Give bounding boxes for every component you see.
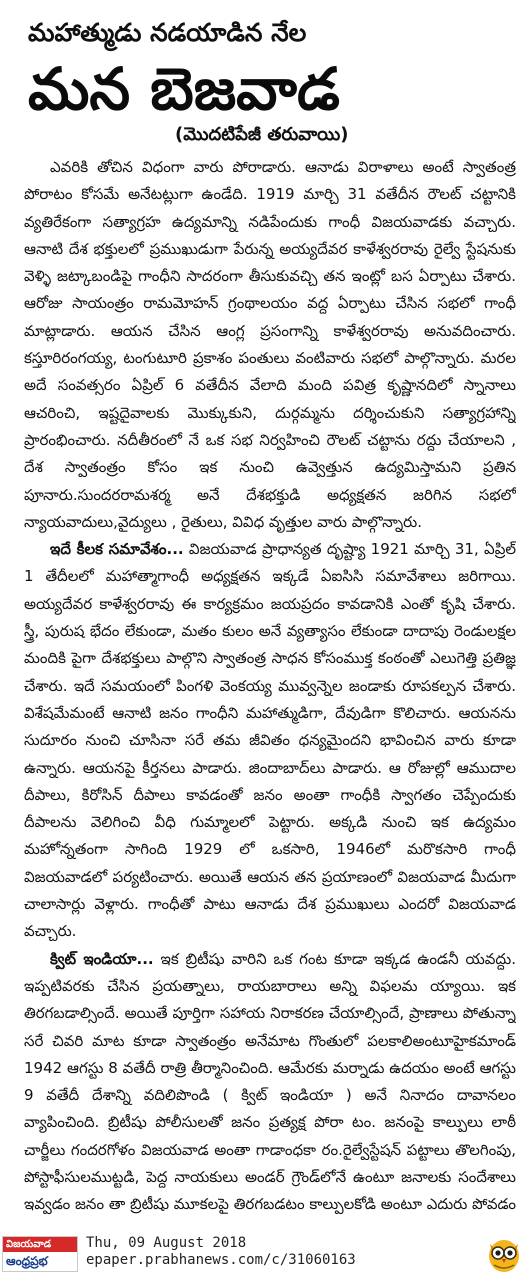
continuation-note: (మొదటిపేజీ తరువాయి)	[175, 124, 349, 145]
owl-icon[interactable]	[484, 1234, 524, 1274]
paragraph-text: విజయవాడ ప్రాధాన్యత దృష్ట్యా 1921 మార్చి 31, ఏప్రిల్ 1 తేదీలలో మహాత్మాగాంధీ అధ్యక్షతన ఇక్కడే ఏఐసిసి సమావేశాలు జరిగాయి. అయ్యదేవర కాళేశ్వరరావు ఈ కార్యక్రమం జయప్రదం కావడానికి ఎంతో కృషి చేశారు. స్త్రీ, పురుష భేదం లేకుండా, మతం కులం అనే వ్యత్యాసం లేకుండా దాదాపు రెండులక్షల మందికి పైగా దేశభక్తులు పాల్గొని స్వాతంత్ర సాధన కోసంముక్త కంఠంతో ఎలుగెత్తి ప్రతిజ్ఞ చేశారు. ఇదే సమయంలో పింగళి వెంకయ్య మువ్వన్నెల జండాకు రూపకల్పన చేశారు. విశేషమేమంటే ఆనాటి జనం గాంధీని మహాత్ముడిగా, దేవుడిగా కొలిచారు. ఆయనను సుదూరం నుంచి చూసినా సరే తమ జీవితం ధన్యమైందని భావించిన వారు కూడా ఉన్నారు. ఆయనపై కీర్తనలు పాడారు. జిందాబాద్‌లు పాడారు. ఆ రోజుల్లో ఆముదాల దీపాలు, కిరోసిన్ దీపాలు కావడంతో జనం అంతా గాంధీకి స్వాగతం చెప్పేందుకు దీపాలను వెలిగించి వీధి గుమ్మాలలో పెట్టారు. అక్కడి నుంచి ఇక ఉద్యమం మహోన్నతంగా సాగింది 1929 లో ఒకసారి, 1946లో మరొకసారి గాంధీ విజయవాడలో పర్యటించారు. అయితే ఆయన తన ప్రయాణంలో విజయవాడ మీదుగా చాలాసార్లు వెళ్లారు. గాంధీతో పాటు ఆనాడు దేశ ప్రముఖులు ఎందరో విజయవాడ వచ్చారు.	[24, 540, 516, 941]
logo-edition-text: విజయవాడ	[6, 1239, 52, 1250]
article-kicker: మహాత్ముడు నడయాడిన నేల	[28, 18, 307, 47]
logo-masthead-text: ఆంధ్రప్రభ	[6, 1254, 48, 1268]
epaper-link[interactable]: epaper.prabhanews.com/c/31060163	[86, 1252, 356, 1268]
logo-edition-band	[3, 1237, 77, 1252]
footer-info	[86, 1235, 356, 1269]
article-headline: మన బెజవాడ	[28, 55, 340, 123]
publication-date: Thu, 09 August 2018	[86, 1235, 247, 1251]
publication-logo[interactable]	[2, 1236, 78, 1272]
paragraph-text: ఇక బ్రిటీషు వారిని ఒక గంట కూడా ఇక్కడ ఉండనీ యవద్దు. ఇప్పటివరకు చేసిన ప్రయత్నాలు, రాయబారాలు అన్ని విఫలమ య్యాయి. ఇక తిరగబడాల్సిందే. అయితే పూర్తిగా సహాయ నిరాకరణ చేయాల్సిందే, ప్రాణాలు పోతున్నా సరే చివరి మాట కూడా స్వాతంత్రం అనేమాట గొంతులో పలకాలిఅంటూహైకమాండ్ 1942 ఆగస్టు 8 వతేదీ రాత్రి తీర్మానించింది. ఆమేరకు మర్నాడు ఉదయం అంటే ఆగస్టు 9 వతేదీ దేశాన్ని వదిలిపొండి ( క్విట్ ఇండియా ) అనే నినాదం దావానలం వ్యాపించింది. బ్రిటీషు పోలీసులతో జనం ప్రత్యక్ష పోరా టం. జనంపై కాల్పులు లాఠీ చార్జీలు గందరగోళం విజయవాడ అంతా గాడాంధకా రం.రైల్వేస్టేషన్ పట్టాలు తొలగింపు, పోస్టాఫీసులముట్టడి, పెద్ద నాయకులు అండర్ గ్రౌండ్‌లోనే ఉంటూ జనాలకు సందేశాలు ఇవ్వడం జనం తా బ్రిటీషు మూకలపై తిరగబడటం కాల్పులకోడి అంటూ ఎదురు పోవడం	[24, 949, 516, 1214]
paragraph	[24, 154, 516, 536]
paragraph-lead: క్విట్ ఇండియా...	[50, 949, 154, 968]
paragraph	[24, 536, 516, 945]
paragraph-lead: ఇదే కీలక సమావేశం...	[50, 540, 184, 559]
article-body	[24, 154, 516, 1224]
paragraph	[24, 946, 516, 1224]
page-footer	[0, 1232, 528, 1274]
paragraph-text: ఎవరికి తోచిన విధంగా వారు పోరాడారు. ఆనాడు విరాళాలు అంటే స్వాతంత్ర పోరాటం కోసమే అనేటట్లుగా ఉండేది. 1919 మార్చి 31 వతేదీన రౌలట్ చట్టానికి వ్యతిరేకంగా సత్యాగ్రహ ఉద్యమాన్ని నడిపేందుకు గాంధీ విజయవాడకు వచ్చారు. ఆనాటి దేశ భక్తులలో ప్రముఖుడుగా పేరున్న అయ్యదేవర కాళేశ్వరరావు రైల్వే స్టేషనుకు వెళ్ళి జట్కాబండిపై గాంధీని సాదరంగా తీసుకువచ్చి తన ఇంట్లో బస ఏర్పాటు చేశారు. ఆరోజు సాయంత్రం రామమోహన్ గ్రంథాలయం వద్ద ఏర్పాటు చేసిన సభలో గాంధీ మాట్లాడారు. ఆయన చేసిన ఆంగ్ల ప్రసంగాన్ని కాళేశ్వరరావు అనువదించారు. కస్తూరిరంగయ్య, టంగుటూరి ప్రకాశం పంతులు వంటివారు సభలో పాల్గొన్నారు. మరల అదే సంవత్సరం ఏప్రిల్ 6 వతేదీన వేలాది మంది పవిత్ర కృష్ణానదిలో స్నానాలు ఆచరించి, ఇష్టదైవాలకు మొక్కుకుని, దుర్గమ్మను దర్శించుకుని సత్యాగ్రహాన్ని ప్రారంభించారు. నదీతీరంలో నే ఒక సభ నిర్వహించి రౌలట్ చట్టాను రద్దు చేయాలని , దేశ స్వాతంత్రం కోసం ఇక నుంచి ఉవ్వెత్తున ఉద్యమిస్తామని ప్రతిన పూనారు.సుందరరామశర్మ అనే దేశభక్తుడి అధ్యక్షతన జరిగిన సభలో న్యాయవాదులు,వైద్యులు , రైతులు, వివిధ వృత్తుల వారు పాల్గొన్నారు.	[24, 158, 516, 531]
